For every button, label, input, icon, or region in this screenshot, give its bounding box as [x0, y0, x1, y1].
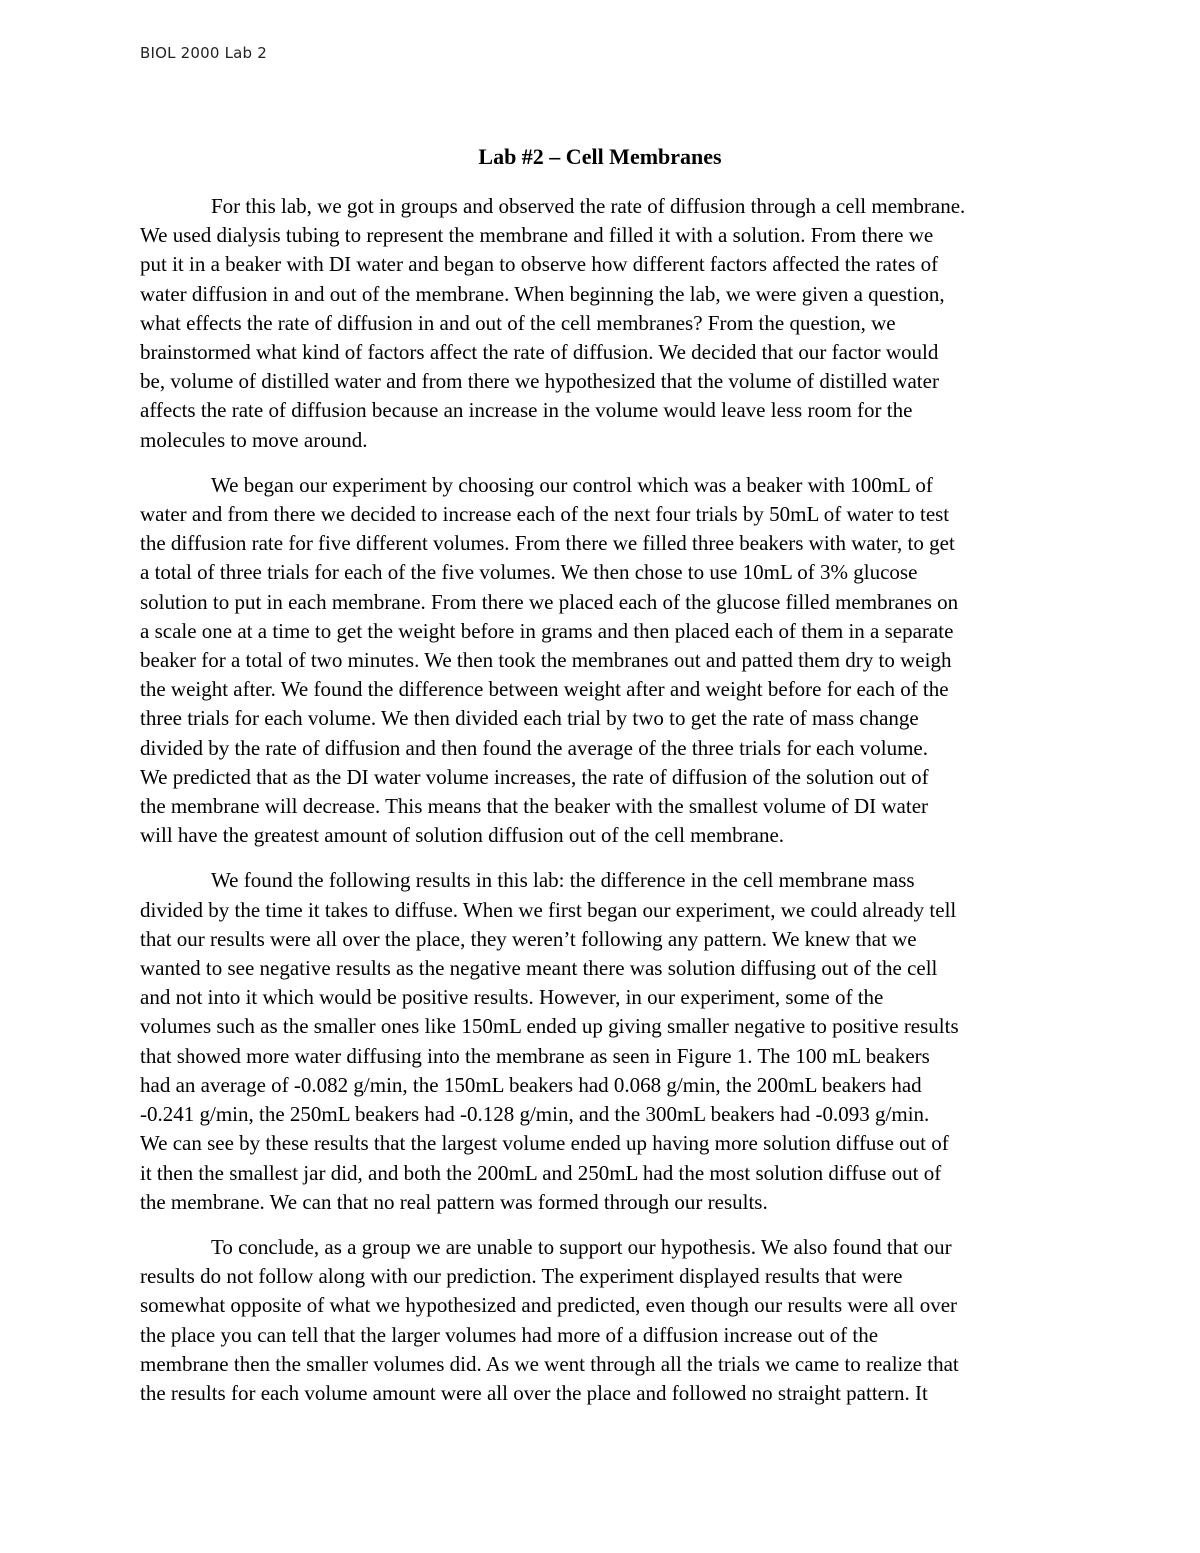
text-line: -0.241 g/min, the 250mL beakers had -0.128 g/min, and the 300mL beakers had -0.093 g/min.	[140, 1102, 930, 1127]
text-line: three trials for each volume. We then divided each trial by two to get the rate of mass change	[140, 706, 919, 731]
text-line: molecules to move around.	[140, 427, 368, 452]
text-line: and not into it which would be positive results. However, in our experiment, some of the	[140, 985, 884, 1010]
document-body	[140, 192, 1066, 1424]
text-line: We began our experiment by choosing our control which was a beaker with 100mL of	[211, 472, 933, 497]
paragraph-3	[140, 866, 1066, 1216]
text-line: will have the greatest amount of solution diffusion out of the cell membrane.	[140, 823, 785, 848]
text-line: the weight after. We found the difference between weight after and weight before for each of the	[140, 677, 949, 702]
text-line: We used dialysis tubing to represent the membrane and filled it with a solution. From there we	[140, 223, 934, 248]
text-line: what effects the rate of diffusion in and out of the cell membranes? From the question, we	[140, 310, 896, 335]
text-line: a scale one at a time to get the weight before in grams and then placed each of them in a separate	[140, 618, 954, 643]
text-line: affects the rate of diffusion because an increase in the volume would leave less room for the	[140, 398, 913, 423]
text-line: For this lab, we got in groups and observed the rate of diffusion through a cell membrane.	[211, 194, 966, 218]
text-line: had an average of -0.082 g/min, the 150mL beakers had 0.068 g/min, the 200mL beakers had	[140, 1072, 922, 1097]
text-line: To conclude, as a group we are unable to support our hypothesis. We also found that our	[211, 1234, 952, 1259]
text-line: divided by the time it takes to diffuse. When we first began our experiment, we could already tell	[140, 897, 957, 922]
text-line: solution to put in each membrane. From there we placed each of the glucose filled membranes on	[140, 589, 959, 614]
text-line: the diffusion rate for five different volumes. From there we filled three beakers with water, to get	[140, 531, 955, 556]
text-line: brainstormed what kind of factors affect the rate of diffusion. We decided that our factor would	[140, 340, 939, 365]
text-line: be, volume of distilled water and from there we hypothesized that the volume of distilled water	[140, 369, 939, 394]
text-line: that our results were all over the place, they weren’t following any pattern. We knew that we	[140, 926, 917, 951]
text-line: results do not follow along with our prediction. The experiment displayed results that were	[140, 1264, 903, 1289]
text-line: it then the smallest jar did, and both the 200mL and 250mL had the most solution diffuse out of	[140, 1160, 942, 1185]
paragraph-1	[140, 192, 1066, 455]
text-line: We predicted that as the DI water volume increases, the rate of diffusion of the solution out of	[140, 764, 929, 789]
text-line: the membrane will decrease. This means that the beaker with the smallest volume of DI water	[140, 794, 929, 819]
text-line: a total of three trials for each of the five volumes. We then chose to use 10mL of 3% glucose	[140, 560, 918, 585]
text-line: water and from there we decided to increase each of the next four trials by 50mL of water to test	[140, 502, 950, 527]
text-line: beaker for a total of two minutes. We then took the membranes out and patted them dry to weigh	[140, 648, 952, 673]
text-line: the place you can tell that the larger volumes had more of a diffusion increase out of the	[140, 1322, 879, 1347]
document-title: Lab #2 – Cell Membranes	[478, 144, 722, 169]
text-line: wanted to see negative results as the negative meant there was solution diffusing out of the cell	[140, 956, 938, 981]
paragraph-4	[140, 1233, 1066, 1408]
text-line: that showed more water diffusing into the membrane as seen in Figure 1. The 100 mL beakers	[140, 1043, 930, 1068]
text-line: the results for each volume amount were all over the place and followed no straight pattern. It	[140, 1380, 928, 1405]
text-line: volumes such as the smaller ones like 150mL ended up giving smaller negative to positive results	[140, 1014, 959, 1039]
text-line: water diffusion in and out of the membrane. When beginning the lab, we were given a question,	[140, 281, 945, 306]
text-line: We found the following results in this lab: the difference in the cell membrane mass	[211, 868, 915, 893]
text-line: We can see by these results that the largest volume ended up having more solution diffuse out of	[140, 1131, 949, 1156]
text-line: put it in a beaker with DI water and began to observe how different factors affected the rates of	[140, 252, 939, 277]
paragraph-2	[140, 471, 1066, 851]
text-line: somewhat opposite of what we hypothesized and predicted, even though our results were all over	[140, 1293, 958, 1318]
text-line: the membrane. We can that no real pattern was formed through our results.	[140, 1189, 768, 1214]
page-header: BIOL 2000 Lab 2	[140, 44, 267, 62]
text-line: membrane then the smaller volumes did. As we went through all the trials we came to realize that	[140, 1351, 959, 1376]
text-line: divided by the rate of diffusion and then found the average of the three trials for each volume.	[140, 735, 929, 760]
